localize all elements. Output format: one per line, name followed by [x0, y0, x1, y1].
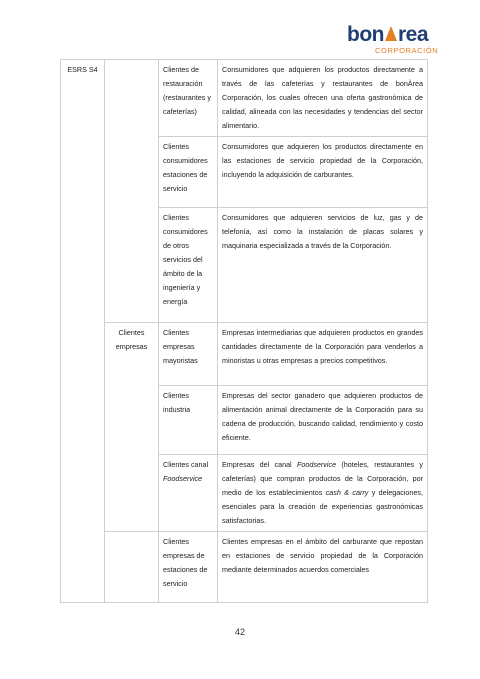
client-type-cell: Clientes de restauración (restaurantes y cafeterías) — [159, 60, 218, 137]
table-row — [61, 60, 428, 137]
esrs-code-cell: ESRS S4 — [61, 60, 105, 603]
client-type-cell: Clientes consumidores de otros servicios del ámbito de la ingeniería y energía — [159, 208, 218, 323]
client-description-cell: Consumidores que adquieren los productos directamente en las estaciones de servicio propiedad de la Corporación, incluyendo la adquisición de carburantes. — [218, 137, 428, 208]
client-description-cell: Empresas del canal Foodservice (hoteles, restaurantes y cafeterías) que compran productos de la Corporación, por medio de los establecimientos cash & carry y delegaciones, esenciales para la creación de experiencias gastronómicas satisfactorias. — [218, 455, 428, 532]
group-cell: Clientes empresas — [105, 323, 159, 532]
logo-wordmark: bon rea — [347, 23, 429, 46]
client-type-cell: Clientes empresas mayoristas — [159, 323, 218, 386]
client-description-cell: Consumidores que adquieren los productos directamente a través de las cafeterías y restaurantes de bonÀrea Corporación, los cuales ofrecen una oferta gastronómica de calidad, alineada con las necesidades y tendencias del sector alimentario. — [218, 60, 428, 137]
bonarea-logo — [347, 24, 437, 58]
client-description-cell: Consumidores que adquieren servicios de luz, gas y de telefonía, así como la instalación de placas solares y maquinaria especializada a través de la Corporación. — [218, 208, 428, 323]
table-row — [61, 532, 428, 603]
logo-triangle-icon — [385, 26, 397, 41]
table-row — [61, 323, 428, 386]
group-cell — [105, 532, 159, 603]
client-description-cell: Empresas del sector ganadero que adquieren productos de alimentación animal directamente de la Corporación para su cadena de producción, buscando calidad, rendimiento y costo eficiente. — [218, 386, 428, 455]
client-description-cell: Empresas intermediarias que adquieren productos en grandes cantidades directamente de la Corporación para venderlos a minoristas u otras empresas a precios competitivos. — [218, 323, 428, 386]
page-number: 42 — [234, 627, 245, 637]
logo-subtitle: CORPORACIÓN — [375, 46, 439, 55]
client-description-cell: Clientes empresas en el ámbito del carburante que repostan en estaciones de servicio propiedad de la Corporación mediante determinados acuerdos comerciales — [218, 532, 428, 603]
client-type-cell: Clientes canal Foodservice — [159, 455, 218, 532]
client-type-cell: Clientes empresas de estaciones de servicio — [159, 532, 218, 603]
group-cell — [105, 60, 159, 323]
stakeholders-table — [60, 59, 428, 603]
client-type-cell: Clientes industria — [159, 386, 218, 455]
client-type-cell: Clientes consumidores estaciones de servicio — [159, 137, 218, 208]
